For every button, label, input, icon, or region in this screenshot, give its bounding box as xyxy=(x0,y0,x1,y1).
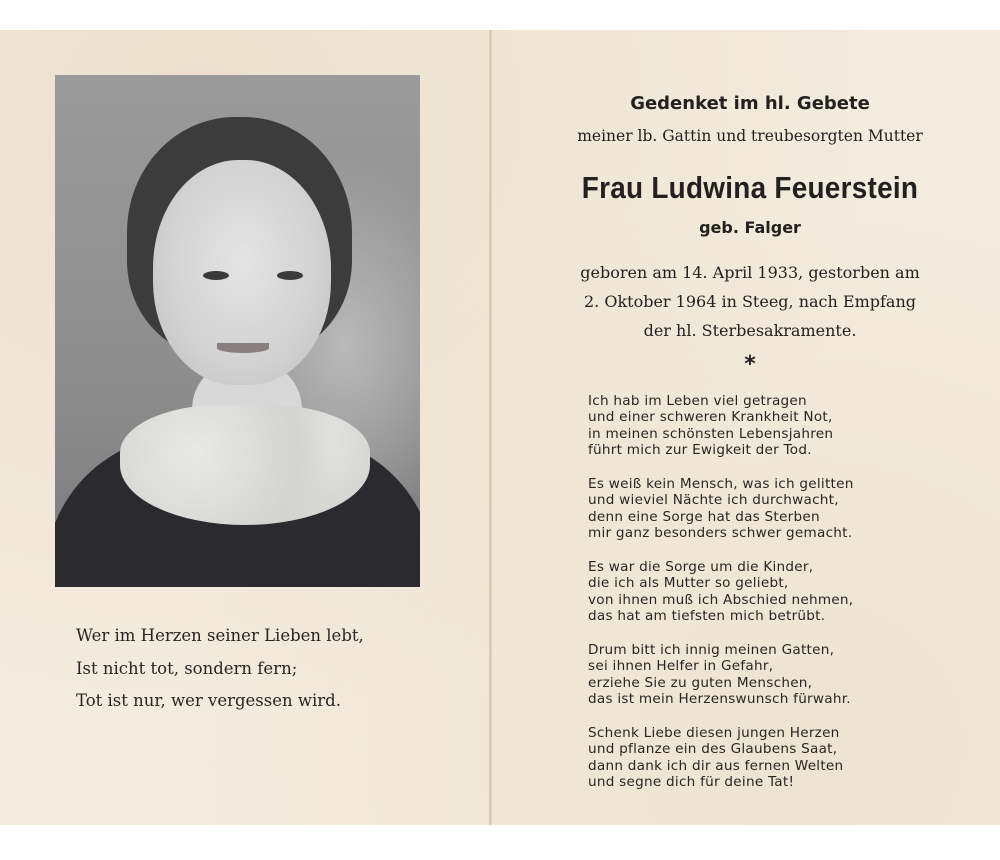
left-poem xyxy=(76,620,476,718)
stanza-line: sei ihnen Helfer in Gefahr, xyxy=(588,658,774,675)
stanza-line: das ist mein Herzenswunsch fürwahr. xyxy=(588,691,851,708)
stanza-line: denn eine Sorge hat das Sterben xyxy=(588,508,820,525)
stanza-line: und einer schweren Krankheit Not, xyxy=(588,409,833,426)
card-fold xyxy=(489,30,492,825)
stanza-line: das hat am tiefsten mich betrübt. xyxy=(588,608,826,625)
stanza-line: Ich hab im Leben viel getragen xyxy=(588,393,807,409)
portrait-photo xyxy=(55,75,420,587)
stanza-line: die ich als Mutter so geliebt, xyxy=(588,575,789,592)
left-poem-line: Wer im Herzen seiner Lieben lebt, xyxy=(76,626,364,645)
left-poem-line: Tot ist nur, wer vergessen wird. xyxy=(76,691,341,710)
prayer-heading: Gedenket im hl. Gebete xyxy=(630,93,870,114)
deceased-name: Frau Ludwina Feuerstein xyxy=(581,170,919,205)
portrait-lace-collar xyxy=(120,405,370,525)
life-dates xyxy=(500,258,1000,345)
stanza-line: Schenk Liebe diesen jungen Herzen xyxy=(588,725,840,741)
stanza-line: erziehe Sie zu guten Menschen, xyxy=(588,674,813,691)
poem-stanza-5 xyxy=(588,725,988,791)
memorial-card xyxy=(0,30,1000,825)
stanza-line: mir ganz besonders schwer gemacht. xyxy=(588,525,853,542)
stanza-line: führt mich zur Ewigkeit der Tod. xyxy=(588,442,812,459)
stanza-line: und wieviel Nächte ich durchwacht, xyxy=(588,492,839,509)
stanza-line: in meinen schönsten Lebensjahren xyxy=(588,425,834,442)
poem-stanza-2 xyxy=(588,476,988,542)
stanza-line: und segne dich für deine Tat! xyxy=(588,774,795,791)
stanza-line: Es weiß kein Mensch, was ich gelitten xyxy=(588,476,854,492)
poem-stanza-1 xyxy=(588,393,988,459)
poem-stanza-4 xyxy=(588,642,988,708)
stanza-line: Drum bitt ich innig meinen Gatten, xyxy=(588,642,835,658)
stanza-line: von ihnen muß ich Abschied nehmen, xyxy=(588,591,854,608)
maiden-name: geb. Falger xyxy=(699,218,801,237)
stanza-line: Es war die Sorge um die Kinder, xyxy=(588,559,814,575)
dedication-line: meiner lb. Gattin und treubesorgten Mutter xyxy=(577,127,923,145)
separator-star: * xyxy=(744,352,756,377)
stanza-line: und pflanze ein des Glaubens Saat, xyxy=(588,741,838,758)
stanza-line: dann dank ich dir aus fernen Welten xyxy=(588,757,844,774)
life-line: geboren am 14. April 1933, gestorben am xyxy=(580,263,920,282)
left-poem-line: Ist nicht tot, sondern fern; xyxy=(76,658,298,678)
life-line: 2. Oktober 1964 in Steeg, nach Empfang xyxy=(583,292,917,311)
poem-stanza-3 xyxy=(588,559,988,625)
life-line: der hl. Sterbesakramente. xyxy=(643,321,857,340)
